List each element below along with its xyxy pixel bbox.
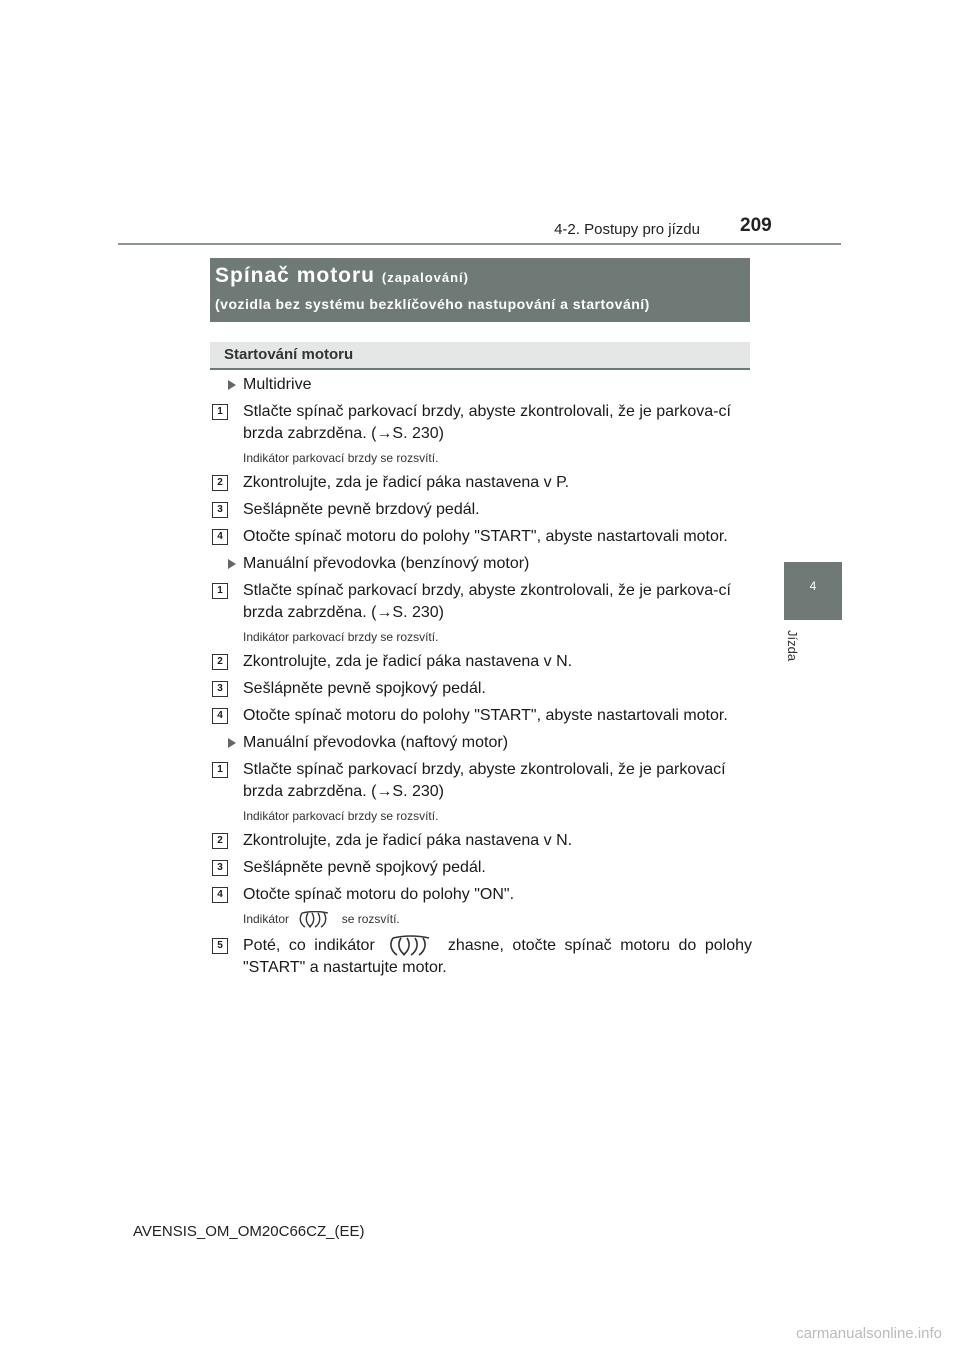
triangle-bullet-icon	[228, 738, 236, 748]
step	[212, 651, 752, 673]
section-subtitle: (vozidla bez systému bezklíčového nastupování a startování)	[215, 296, 650, 312]
step-text: Sešlápněte pevně brzdový pedál.	[243, 501, 480, 518]
step	[212, 759, 752, 803]
step-text: Stlačte spínač parkovací brzdy, abyste zkontrolovali, že je parkova-cí brzda zabrzděna. (→S. 230)	[243, 403, 731, 442]
section-reference: 4-2. Postupy pro jízdu	[554, 221, 700, 238]
glow-plug-indicator-icon	[298, 911, 332, 929]
step-number: 4	[212, 708, 228, 724]
step	[212, 857, 752, 879]
step-text: Stlačte spínač parkovací brzdy, abyste zkontrolovali, že je parkovací brzda zabrzděna. (→S. 230)	[243, 761, 726, 800]
step-text: Otočte spínač motoru do polohy "ON".	[243, 886, 515, 903]
step	[212, 401, 752, 445]
step: 5 Poté, co indikátor zhasne, otočte spínač motoru do polohy "START" a nastartujte motor.	[212, 935, 752, 979]
step-number: 3	[212, 502, 228, 518]
step-text: Otočte spínač motoru do polohy "START", abyste nastartovali motor.	[243, 707, 728, 724]
step-note: Indikátor parkovací brzdy se rozsvítí.	[243, 809, 439, 823]
footer-model-code: AVENSIS_OM_OM20C66CZ_(EE)	[133, 1223, 365, 1240]
step-text: Zkontrolujte, zda je řadicí páka nastavena v P.	[243, 474, 570, 491]
step-note: Indikátor parkovací brzdy se rozsvítí.	[243, 630, 439, 644]
step-text: Zkontrolujte, zda je řadicí páka nastavena v N.	[243, 832, 573, 849]
instructions	[212, 374, 752, 984]
step	[212, 526, 752, 548]
step	[212, 884, 752, 906]
triangle-bullet-icon	[228, 380, 236, 390]
step-number: 2	[212, 833, 228, 849]
page-header	[0, 0, 960, 250]
section-title: Spínač motoru (zapalování)	[215, 264, 469, 287]
step	[212, 830, 752, 852]
chapter-label: Jízda	[785, 630, 800, 662]
step-note: Indikátor se rozsvítí.	[212, 911, 752, 929]
page-number: 209	[740, 215, 772, 236]
step-number: 1	[212, 583, 228, 599]
step-note: Indikátor parkovací brzdy se rozsvítí.	[243, 451, 439, 465]
step	[212, 472, 752, 494]
chapter-tab[interactable]	[784, 562, 842, 620]
step	[212, 499, 752, 521]
group-title-manual-diesel: Manuální převodovka (naftový motor)	[212, 732, 752, 754]
step-number: 2	[212, 654, 228, 670]
step-number: 1	[212, 762, 228, 778]
group-title-multidrive: Multidrive	[212, 374, 752, 396]
section-title-box	[210, 258, 750, 322]
section-title-paren: (zapalování)	[381, 270, 469, 285]
step	[212, 678, 752, 700]
step-text: Sešlápněte pevně spojkový pedál.	[243, 859, 486, 876]
step	[212, 705, 752, 727]
subheading: Startování motoru	[224, 346, 354, 363]
step-text: Sešlápněte pevně spojkový pedál.	[243, 680, 486, 697]
chapter-number: 4	[809, 579, 817, 593]
step-number: 4	[212, 529, 228, 545]
header-rule	[118, 243, 841, 245]
step-number: 3	[212, 860, 228, 876]
group-title-manual-petrol: Manuální převodovka (benzínový motor)	[212, 553, 752, 575]
step-number: 2	[212, 475, 228, 491]
subheading-bar	[210, 342, 750, 370]
step-number: 3	[212, 681, 228, 697]
step-text: Zkontrolujte, zda je řadicí páka nastavena v N.	[243, 653, 573, 670]
step-text: Stlačte spínač parkovací brzdy, abyste zkontrolovali, že je parkova-cí brzda zabrzděna. (→S. 230)	[243, 582, 731, 621]
step-number: 5	[212, 938, 228, 954]
glow-plug-indicator-icon	[389, 935, 433, 957]
watermark-link[interactable]: carmanualsonline.info	[796, 1325, 942, 1342]
step-text: Otočte spínač motoru do polohy "START", abyste nastartovali motor.	[243, 528, 728, 545]
step-number: 1	[212, 404, 228, 420]
triangle-bullet-icon	[228, 559, 236, 569]
step	[212, 580, 752, 624]
step-number: 4	[212, 887, 228, 903]
